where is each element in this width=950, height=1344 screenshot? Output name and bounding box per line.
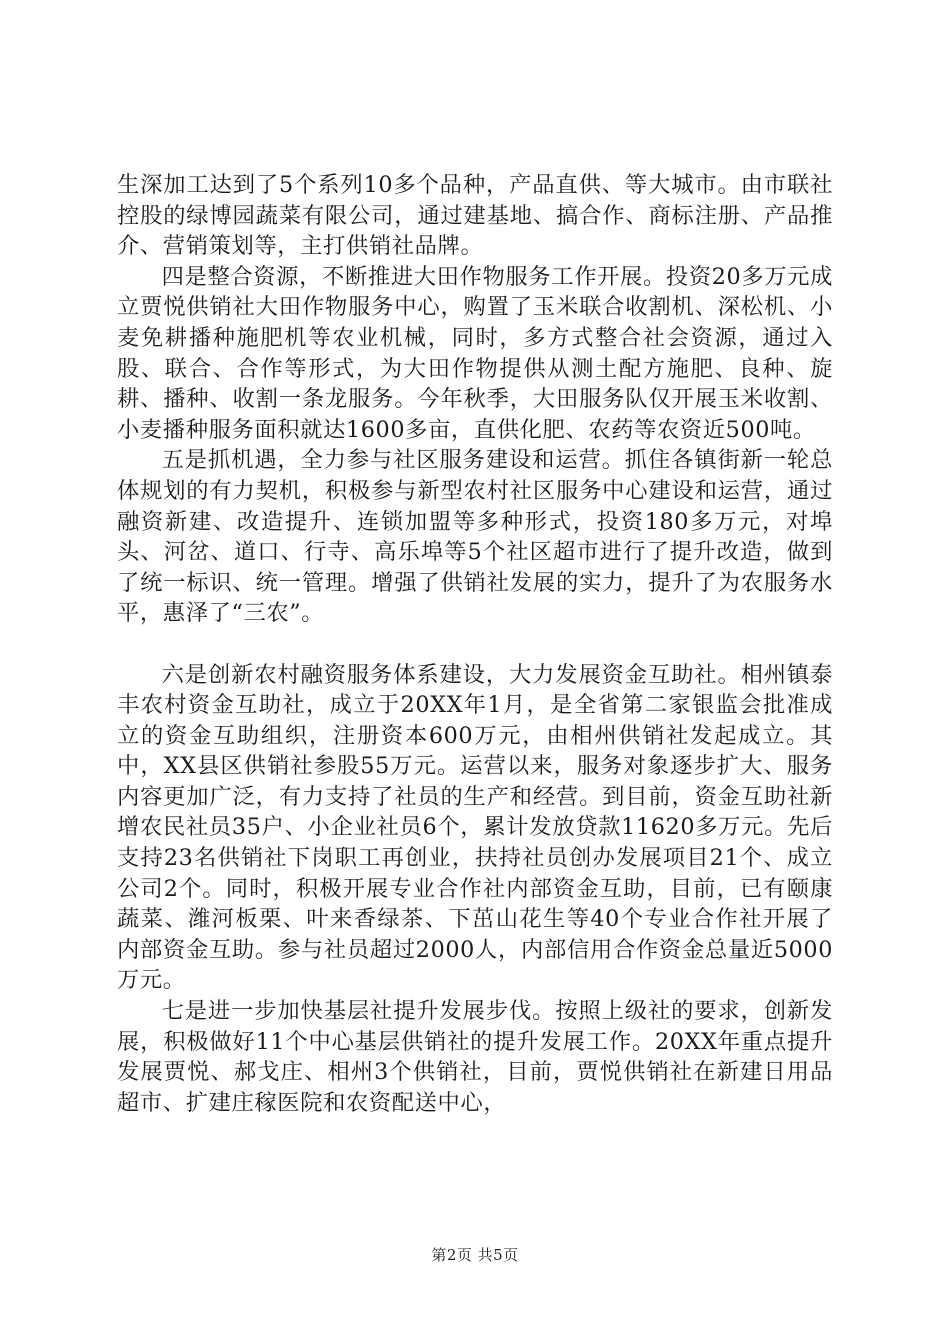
page-footer xyxy=(0,1245,950,1265)
paragraph-5: 七是进一步加快基层社提升发展步伐。按照上级社的要求，创新发展，积极做好11个中心基层供销社的提升发展工作。20XX年重点提升发展贾悦、郝戈庄、相州3个供销社，目前，贾悦供销社在新建日用品超市、扩建庄稼医院和农资配送中心， xyxy=(117,998,833,1116)
paragraph-4: 六是创新农村融资服务体系建设，大力发展资金互助社。相州镇泰丰农村资金互助社，成立于20XX年1月，是全省第二家银监会批准成立的资金互助组织，注册资本600万元，由相州供销社发起成立。其中，XX县区供销社参股55万元。运营以来，服务对象逐步扩大、服务内容更加广泛，有力支持了社员的生产和经营。到目前，资金互助社新增农民社员35户、小企业社员6个，累计发放贷款11620多万元。先后支持23名供销社下岗职工再创业，扶持社员创办发展项目21个、成立公司2个。同时，积极开展专业合作社内部资金互助，目前，已有颐康蔬菜、潍河板栗、叶来香绿茶、下茁山花生等40个专业合作社开展了内部资金互助。参与社员超过2000人，内部信用合作资金总量近5000万元。 xyxy=(117,661,833,994)
paragraph-3: 五是抓机遇，全力参与社区服务建设和运营。抓住各镇街新一轮总体规划的有力契机，积极参与新型农村社区服务中心建设和运营，通过融资新建、改造提升、连锁加盟等多种形式，投资180多万元，对埠头、河岔、道口、行寺、高乐埠等5个社区超市进行了提升改造，做到了统一标识、统一管理。增强了供销社发展的实力，提升了为农服务水平，惠泽了“三农”。 xyxy=(117,447,833,627)
page-number-label: 第2页 共5页 xyxy=(431,1246,519,1264)
paragraph-1: 生深加工达到了5个系列10多个品种，产品直供、等大城市。由市联社控股的绿博园蔬菜有限公司，通过建基地、搞合作、商标注册、产品推介、营销策划等，主打供销社品牌。 xyxy=(117,172,833,260)
document-body xyxy=(117,170,833,1118)
paragraph-2: 四是整合资源，不断推进大田作物服务工作开展。投资20多万元成立贾悦供销社大田作物服务中心，购置了玉米联合收割机、深松机、小麦免耕播种施肥机等农业机械，同时，多方式整合社会资源，通过入股、联合、合作等形式，为大田作物提供从测土配方施肥、良种、旋耕、播种、收割一条龙服务。今年秋季，大田服务队仅开展玉米收割、小麦播种服务面积就达1600多亩，直供化肥、农药等农资近500吨。 xyxy=(117,263,833,443)
paragraph-spacer xyxy=(117,629,833,660)
